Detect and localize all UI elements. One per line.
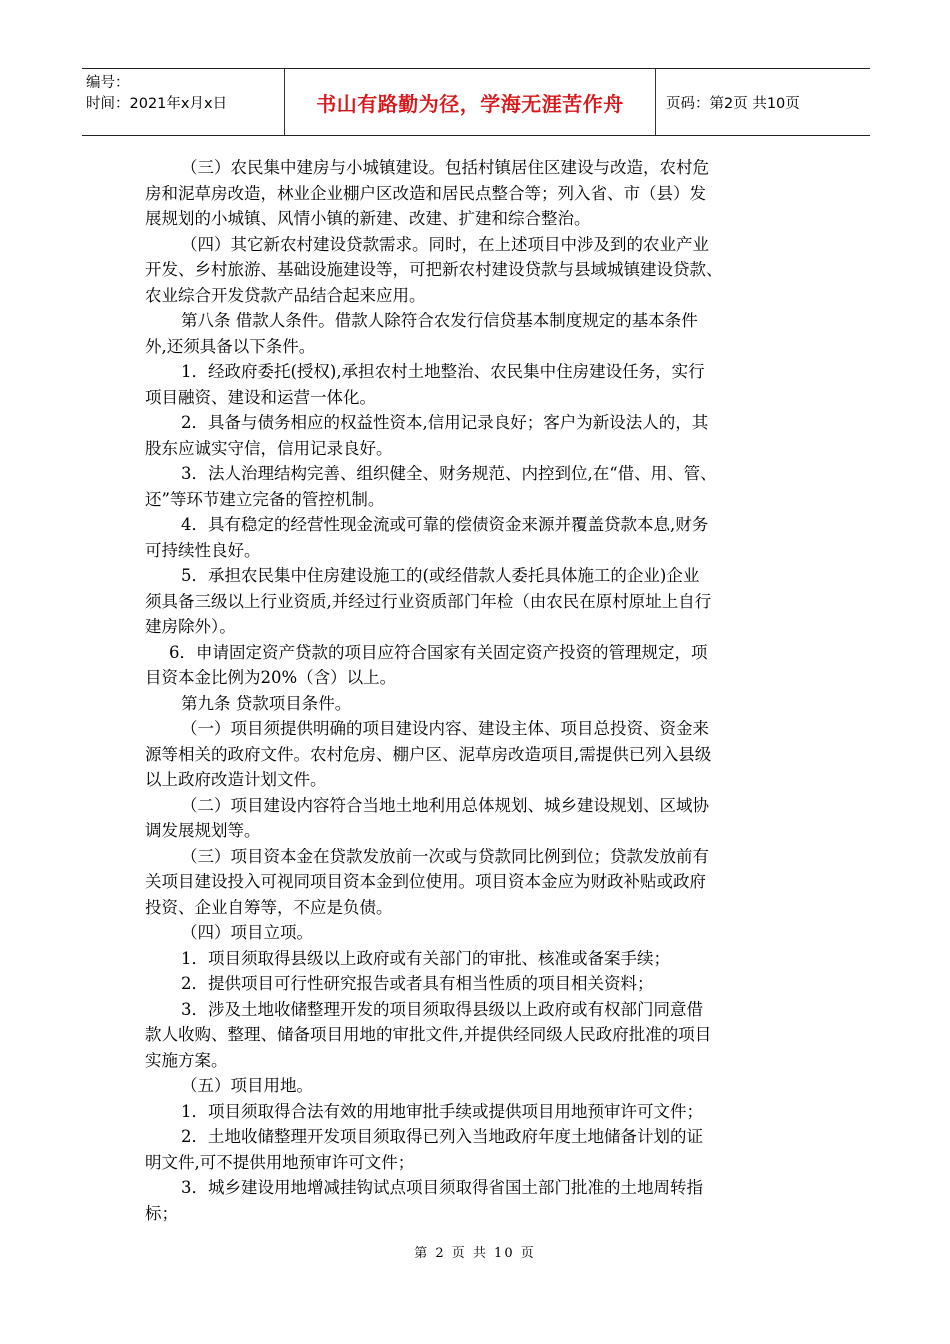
body-line: 2．提供项目可行性研究报告或者具有相当性质的项目相关资料； xyxy=(181,974,654,993)
body-line: 投资、企业自筹等，不应是负债。 xyxy=(145,897,393,917)
body-line: 项目融资、建设和运营一体化。 xyxy=(145,387,376,407)
body-line: 调发展规划等。 xyxy=(145,821,261,840)
body-line: （三）项目资本金在贷款发放前一次或与贷款同比例到位；贷款发放前有 xyxy=(181,846,709,866)
body-line: 农业综合开发贷款产品结合起来应用。 xyxy=(145,285,426,305)
body-line: （五）项目用地。 xyxy=(181,1076,313,1095)
body-line: 外,还须具备以下条件。 xyxy=(145,336,316,356)
body-line: 展规划的小城镇、风情小镇的新建、改建、扩建和综合整治。 xyxy=(145,209,591,228)
body-line: （四）其它新农村建设贷款需求。同时，在上述项目中涉及到的农业产业 xyxy=(181,234,709,254)
body-line: （四）项目立项。 xyxy=(181,923,313,942)
body-line: 5．承担农民集中住房建设施工的(或经借款人委托具体施工的企业)企业 xyxy=(181,566,700,585)
body-line: 1．项目须取得合法有效的用地审批手续或提供项目用地预审许可文件； xyxy=(181,1101,703,1121)
header-motto: 书山有路勤为径，学海无涯苦作舟 xyxy=(284,69,656,135)
body-line: 建房除外）。 xyxy=(145,617,236,636)
body-line: 2．具备与债务相应的权益性资本,信用记录良好；客户为新设法人的，其 xyxy=(181,413,709,432)
body-line: 标； xyxy=(145,1203,178,1223)
document-date-label: 时间：2021年x月x日 xyxy=(86,96,228,112)
body-line: 目资本金比例为20%（含）以上。 xyxy=(145,668,397,687)
header-page-info: 页码：第2页 共10页 xyxy=(666,95,800,112)
body-line: 实施方案。 xyxy=(145,1050,228,1070)
body-line: （二）项目建设内容符合当地土地利用总体规划、城乡建设规划、区域协 xyxy=(181,795,709,815)
body-line: 源等相关的政府文件。农村危房、棚户区、泥草房改造项目,需提供已列入县级 xyxy=(145,744,712,764)
body-line: 第八条 借款人条件。借款人除符合农发行信贷基本制度规定的基本条件 xyxy=(181,311,698,330)
body-line: 关项目建设投入可视同项目资本金到位使用。项目资本金应为财政补贴或政府 xyxy=(145,872,706,891)
page-footer: 第 2 页 共 10 页 xyxy=(414,1246,536,1261)
body-line: 开发、乡村旅游、基础设施建设等，可把新农村建设贷款与县域城镇建设贷款、 xyxy=(145,260,723,279)
body-line: 以上政府改造计划文件。 xyxy=(145,770,327,789)
body-line: 1．经政府委托(授权),承担农村土地整治、农民集中住房建设任务，实行 xyxy=(181,362,705,381)
body-line: （三）农民集中建房与小城镇建设。包括村镇居住区建设与改造，农村危 xyxy=(181,158,709,177)
body-line: 房和泥草房改造，林业企业棚户区改造和居民点整合等；列入省、市（县）发 xyxy=(145,183,706,203)
body-line: 2．土地收储整理开发项目须取得已列入当地政府年度土地储备计划的证 xyxy=(181,1127,703,1146)
header-meta xyxy=(82,69,284,135)
body-line: 4．具有稳定的经营性现金流或可靠的偿债资金来源并覆盖贷款本息,财务 xyxy=(181,515,709,534)
body-line: （一）项目须提供明确的项目建设内容、建设主体、项目总投资、资金来 xyxy=(181,719,709,738)
body-line: 3．城乡建设用地增减挂钩试点项目须取得省国土部门批准的土地周转指 xyxy=(181,1178,703,1197)
body-line: 第九条 贷款项目条件。 xyxy=(181,693,352,713)
body-line: 款人收购、整理、储备项目用地的审批文件,并提供经同级人民政府批准的项目 xyxy=(145,1025,712,1044)
document-number-label: 编号： xyxy=(86,75,130,91)
body-line: 股东应诚实守信，信用记录良好。 xyxy=(145,438,393,458)
page-header xyxy=(82,68,870,136)
body-line: 可持续性良好。 xyxy=(145,540,261,560)
document-body xyxy=(145,155,805,1226)
body-line: 3．涉及土地收储整理开发的项目须取得县级以上政府或有权部门同意借 xyxy=(181,999,703,1019)
body-line: 还”等环节建立完备的管控机制。 xyxy=(145,489,385,509)
body-line: 须具备三级以上行业资质,并经过行业资质部门年检（由农民在原村原址上自行 xyxy=(145,591,712,611)
body-line: 明文件,可不提供用地预审许可文件； xyxy=(145,1152,415,1172)
body-line: 1．项目须取得县级以上政府或有关部门的审批、核准或备案手续； xyxy=(181,948,670,968)
body-line: 6．申请固定资产贷款的项目应符合国家有关固定资产投资的管理规定，项 xyxy=(169,642,708,662)
body-line: 3．法人治理结构完善、组织健全、财务规范、内控到位,在“借、用、管、 xyxy=(181,464,717,483)
